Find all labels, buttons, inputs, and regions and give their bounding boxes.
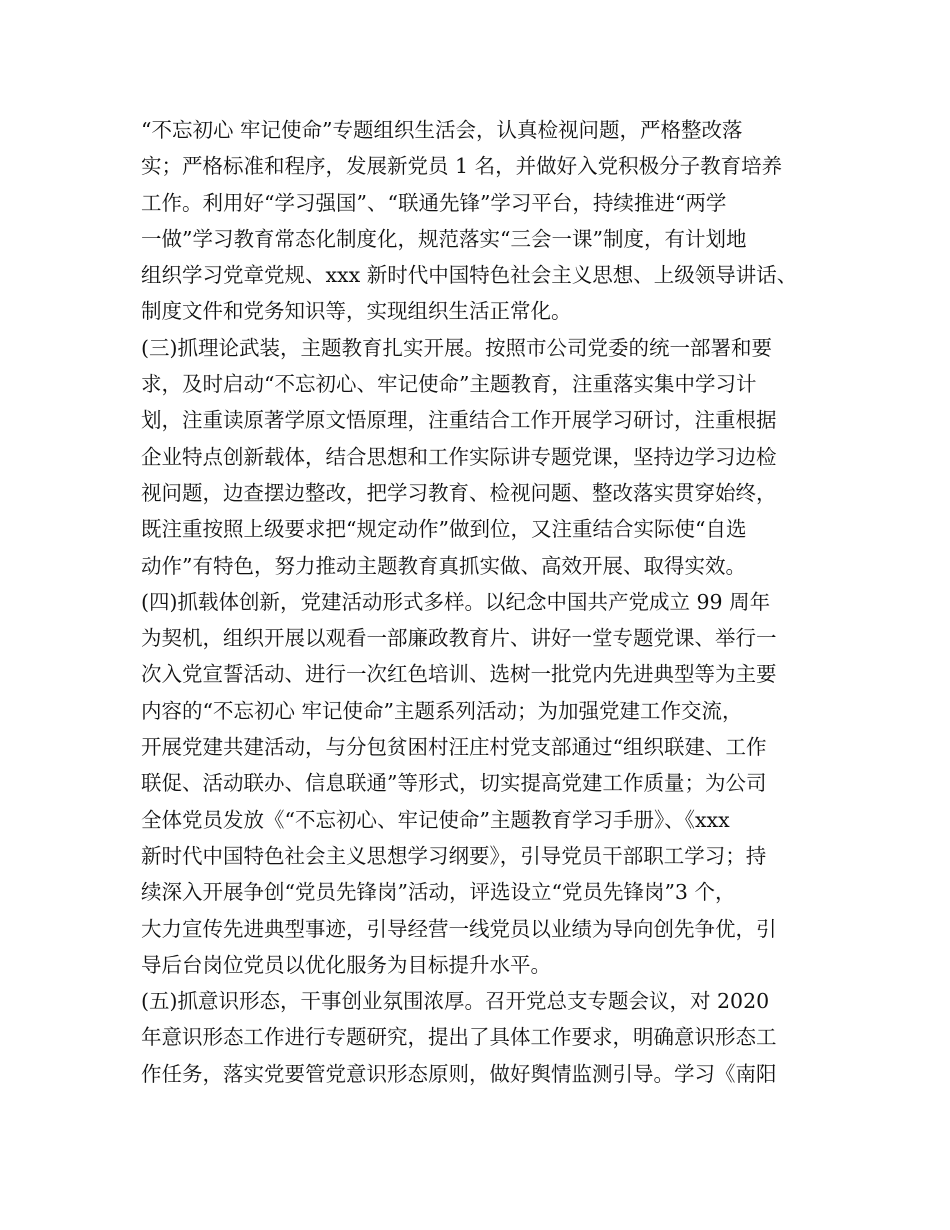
section-heading-line: (五)抓意识形态，干事创业氛围浓厚。召开党总支专题会议，对 2020 [141, 989, 770, 1014]
text-line: 作任务，落实党要管党意识形态原则，做好舆情监测引导。学习《南阳 [141, 1061, 777, 1086]
document-body [141, 112, 831, 1092]
text-line: 工作。利用好“学习强国”、“联通先锋”学习平台，持续推进“两学 [141, 190, 727, 215]
text-line: “不忘初心 牢记使命”专题组织生活会，认真检视问题，严格整改落 [141, 118, 743, 142]
text-line: 次入党宣誓活动、进行一次红色培训、选树一批党内先进典型等为主要 [141, 662, 777, 687]
text-line: 开展党建共建活动，与分包贫困村汪庄村党支部通过“组织联建、工作 [141, 735, 767, 760]
section-heading-line: (三)抓理论武装，主题教育扎实开展。按照市公司党委的统一部署和要 [141, 335, 772, 360]
text-line: 一做”学习教育常态化制度化，规范落实“三会一课”制度，有计划地 [141, 226, 747, 251]
text-line: 动作”有特色，努力推动主题教育真抓实做、高效开展、取得实效。 [141, 553, 746, 578]
text-line: 划，注重读原著学原文悟原理，注重结合工作开展学习研讨，注重根据 [141, 408, 777, 433]
text-line: 续深入开展争创“党员先锋岗”活动，评选设立“党员先锋岗”3 个， [141, 880, 736, 905]
text-line: 为契机，组织开展以观看一部廉政教育片、讲好一堂专题党课、举行一 [141, 626, 777, 651]
text-line: 联促、活动联办、信息联通”等形式，切实提高党建工作质量；为公司 [141, 771, 767, 796]
text-line: 大力宣传先进典型事迹，引导经营一线党员以业绩为导向创先争优，引 [141, 916, 777, 941]
section-heading-line: (四)抓载体创新，党建活动形式多样。以纪念中国共产党成立 99 周年 [141, 589, 771, 614]
text-line: 企业特点创新载体，结合思想和工作实际讲专题党课，坚持边学习边检 [141, 444, 777, 469]
text-line: 制度文件和党务知识等，实现组织生活正常化。 [141, 299, 572, 324]
text-line: 既注重按照上级要求把“规定动作”做到位，又注重结合实际使“自选 [141, 517, 747, 542]
text-line: 年意识形态工作进行专题研究，提出了具体工作要求，明确意识形态工 [141, 1025, 777, 1050]
text-line: 内容的“不忘初心 牢记使命”主题系列活动；为加强党建工作交流， [141, 698, 743, 723]
text-line: 求，及时启动“不忘初心、牢记使命”主题教育，注重落实集中学习计 [141, 372, 757, 397]
text-line: 视问题，边查摆边整改，把学习教育、检视问题、整改落实贯穿始终， [141, 480, 777, 505]
text-line: 实；严格标准和程序，发展新党员 1 名，并做好入党积极分子教育培养 [141, 154, 783, 179]
text-line: 全体党员发放《“不忘初心、牢记使命”主题教育学习手册》、《xxx [141, 807, 730, 832]
text-line: 新时代中国特色社会主义思想学习纲要》，引导党员干部职工学习；持 [141, 843, 767, 868]
text-line: 导后台岗位党员以优化服务为目标提升水平。 [141, 952, 551, 977]
text-line: 组织学习党章党规、xxx 新时代中国特色社会主义思想、上级领导讲话、 [141, 263, 798, 288]
